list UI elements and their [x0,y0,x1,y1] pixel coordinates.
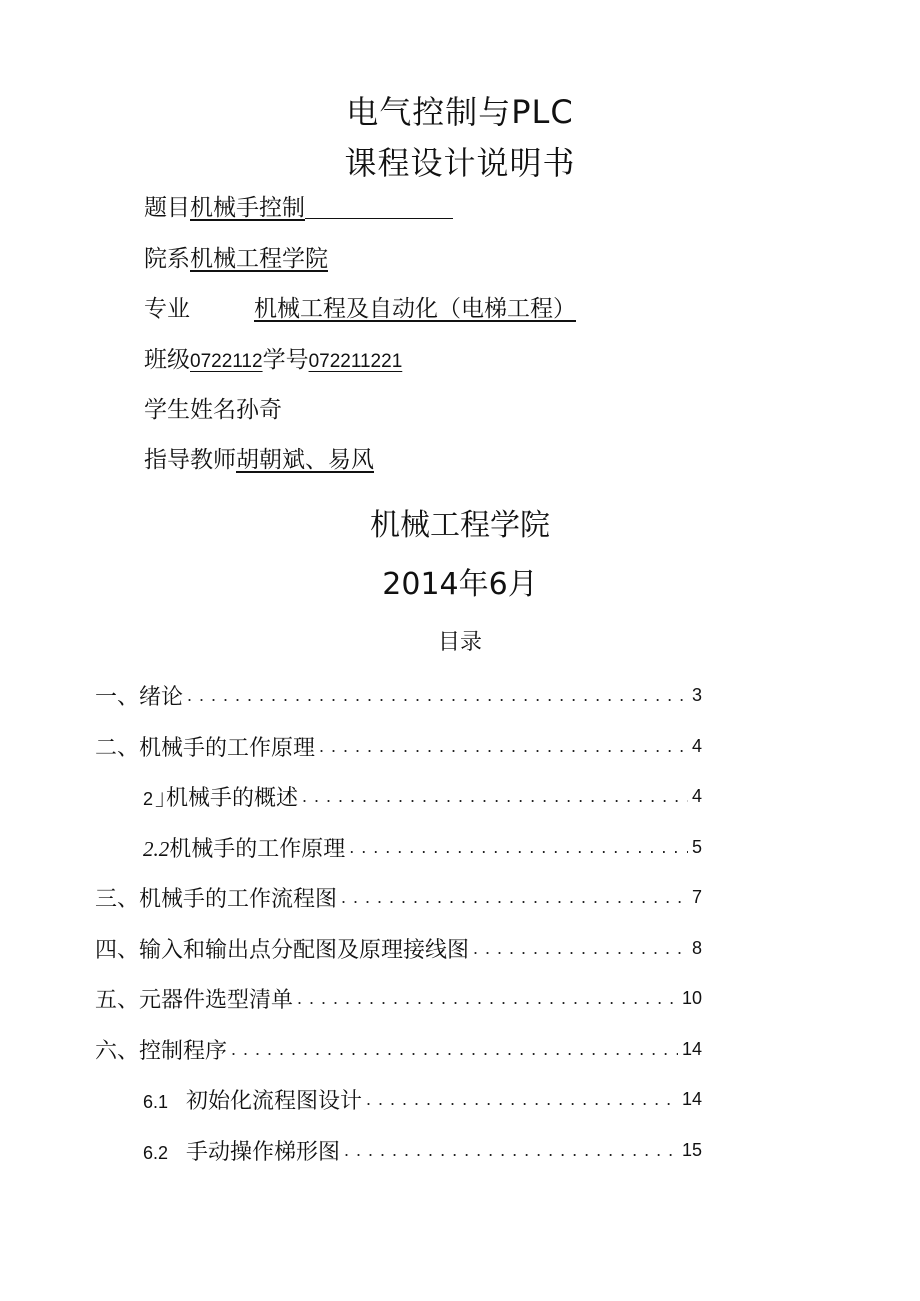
toc-leader [344,1135,678,1165]
toc-entry-text: 初始化流程图设计 [186,1088,363,1114]
cover-title-line1: 电气控制与PLC [346,93,574,131]
field-major [144,294,576,324]
field-class-label: 班级 [144,347,190,373]
toc-leader [366,1084,678,1114]
toc-leader [473,933,688,963]
field-topic-value: 机械手控制 [190,195,305,221]
toc-entry-text: 机械手的工作原理 [169,836,346,862]
toc-leader [341,882,688,912]
toc-entry[interactable] [95,729,702,763]
field-student-label: 学生姓名 [144,397,236,423]
toc-entry-text: 三、机械手的工作流程图 [95,886,338,912]
field-id-value: 072211221 [308,351,403,372]
toc-entry-text: 一、绪论 [95,684,184,710]
school-name: 机械工程学院 [370,508,550,543]
toc-entry-text: 六、控制程序 [95,1038,228,1064]
field-major-value: 机械工程及自动化（电梯工程） [254,296,576,322]
field-major-label: 专业 [144,296,190,322]
toc-entry-page: 4 [691,785,702,806]
field-student-value: 孙奇 [236,397,282,423]
toc-leader [187,680,688,710]
toc-leader [231,1034,678,1064]
field-topic-label: 题目 [144,195,190,221]
toc-entry-page: 4 [691,735,702,756]
toc-entry[interactable] [95,981,702,1015]
field-class-id [144,345,402,377]
toc-entry-page: 5 [691,836,702,857]
toc-entry[interactable] [95,931,702,965]
toc-heading: 目录 [437,630,482,655]
field-dept-value: 机械工程学院 [190,246,328,272]
toc-entry[interactable] [95,830,702,864]
toc-entry[interactable] [95,880,702,914]
toc-leader [302,781,688,811]
field-dept-label: 院系 [144,246,190,272]
toc-entry[interactable] [95,678,702,712]
toc-entry-label [95,832,345,863]
cover-title-line2: 课程设计说明书 [344,144,576,182]
field-advisor-label: 指导教师 [144,447,236,473]
toc-leader [297,983,678,1013]
toc-entry-number: 2 [143,788,154,809]
toc-entry-page: 15 [681,1139,702,1160]
field-topic [144,193,453,223]
field-student [144,395,282,425]
field-advisor-value: 胡朝斌、易风 [236,447,374,473]
toc-entry-number: 6.1 [143,1091,169,1112]
toc-leader [349,832,688,862]
cover-date: 2014年6月 [382,567,538,602]
field-class-value: 0722112 [190,351,263,372]
toc-entry[interactable] [95,1133,702,1167]
toc-entry-page: 14 [681,1088,702,1109]
toc-entry-label [95,1084,362,1115]
toc-entry[interactable] [95,779,702,813]
toc-entry-label [95,781,298,812]
toc-entry-page: 3 [691,684,702,705]
toc-entry-label [95,1135,340,1166]
toc-entry-page: 10 [681,987,702,1008]
toc-entry-text: 手动操作梯形图 [186,1139,341,1165]
toc-entry-page: 14 [681,1038,702,1059]
toc-leader [319,731,688,761]
toc-entry[interactable] [95,1032,702,1066]
toc-entry[interactable] [95,1082,702,1116]
field-dept [144,244,328,274]
toc-entry-page: 7 [691,886,702,907]
field-advisor [144,445,374,475]
toc-entry-text: 五、元器件选型清单 [95,987,294,1013]
toc-entry-text: 四、输入和输出点分配图及原理接线图 [95,937,470,963]
toc-entry-text: 二、机械手的工作原理 [95,735,316,761]
toc-entry-page: 8 [691,937,702,958]
field-id-label: 学号 [262,347,309,373]
field-topic-underline [305,217,453,219]
toc-entry-text: ｣机械手的概述 [155,785,299,811]
toc-entry-number: 6.2 [143,1142,169,1163]
toc-entry-number: 2.2 [143,836,170,861]
